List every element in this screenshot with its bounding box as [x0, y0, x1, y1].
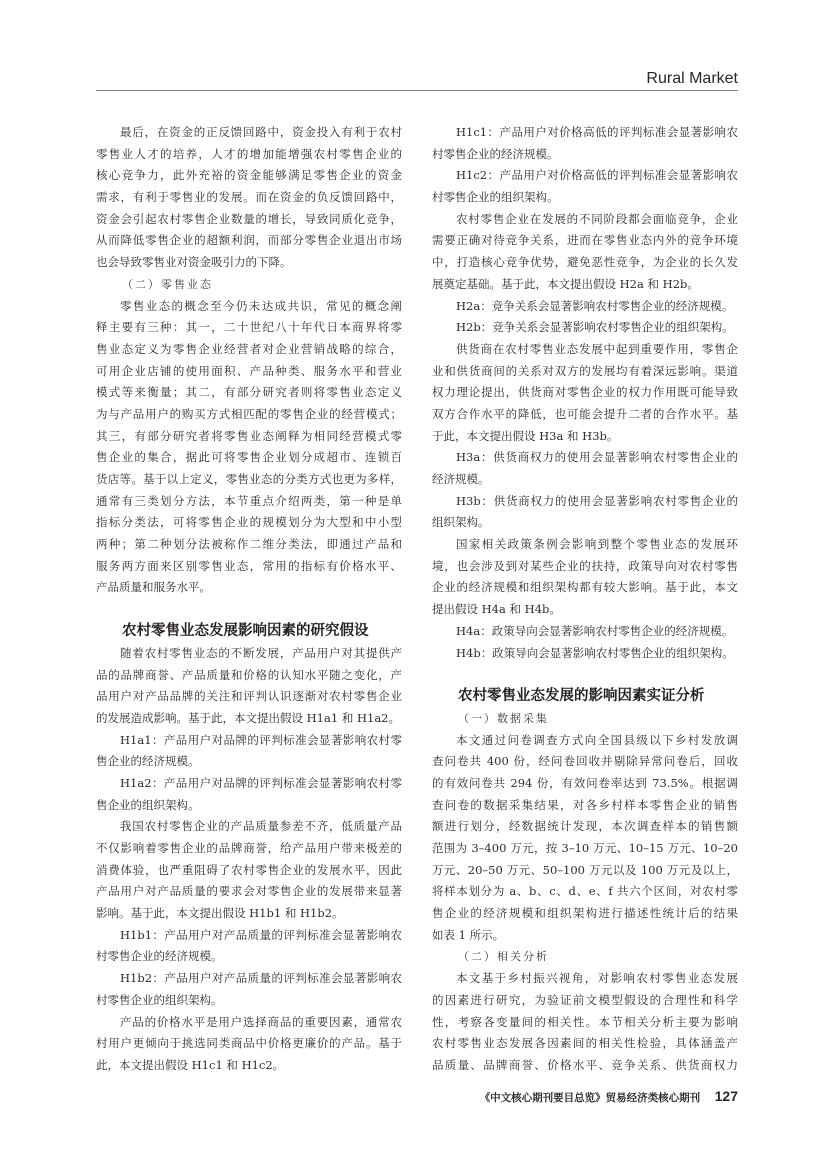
left-column	[96, 122, 402, 1077]
text-line: 零售业人才的培养，人才的增加能增强农村零售企业的	[96, 146, 402, 161]
text-line: 权力理论提出，供货商对零售企业的权力作用既可能导致	[432, 385, 738, 400]
section-heading: 农村零售业态发展影响因素的研究假设	[122, 623, 369, 640]
text-line: 双方合作水平的降低，也可能会提升二者的合作水平。基	[432, 406, 738, 421]
text-line: 此，本文提出假设 H1c1 和 H1c2。	[96, 1057, 285, 1072]
text-line: H1c2：产品用户对价格高低的评判标准会显著影响农	[456, 168, 738, 183]
text-line: 的有效问卷共 294 份，有效问卷率达到 73.5%。根据调	[432, 775, 738, 790]
text-line: 供货商在农村零售业态发展中起到重要作用，零售企	[456, 341, 738, 356]
footer-journal-note: 《中文核心期刊要目总览》贸易经济类核心期刊	[479, 1092, 701, 1104]
text-line: 村零售企业的组织架构。	[96, 992, 223, 1007]
text-line: H4a：政策导向会显著影响农村零售企业的经济规模。	[456, 623, 734, 638]
page-number: 127	[714, 1088, 738, 1104]
text-line: 的发展造成影响。基于此，本文提出假设 H1a1 和 H1a2。	[96, 710, 401, 725]
text-line: 指标分类法，可将零售企业的规模划分为大型和中小型	[96, 515, 402, 530]
text-line: 查问卷共 400 份，经问卷回收并剔除异常问卷后，回收	[432, 754, 738, 769]
text-line: 将样本划分为 a、b、c、d、e、f 共六个区间，对农村零	[432, 884, 738, 899]
text-line: 产品用户对产品质量的要求会对零售企业的发展带来显著	[96, 884, 402, 899]
paragraph	[432, 447, 738, 490]
paragraph	[96, 296, 402, 600]
subsection-heading: （一）数据采集	[458, 711, 549, 725]
text-line: H1b2：产品用户对产品质量的评判标准会显著影响农	[120, 971, 402, 986]
text-line: 额进行划分，经数据统计发现，本次调查样本的销售额	[432, 819, 738, 834]
text-line: 性，考察各变量间的相关性。本节相关分析主要为影响	[432, 1014, 738, 1029]
text-line: 售企业的集合，据此可将零售企业划分成超市、连锁百	[96, 450, 402, 465]
text-line: 品的品牌商誉、产品质量和价格的认知水平随之变化，产	[96, 667, 402, 682]
text-line: 通常有三类划分方法，本节重点介绍两类，第一种是单	[96, 493, 402, 508]
paragraph	[432, 643, 738, 665]
text-line: 企业的经济规模和组织架构都有较大影响。基于此，本文	[432, 580, 738, 595]
right-column	[432, 122, 738, 1077]
text-line: 零售业态的概念至今仍未达成共识，常见的概念阐	[120, 298, 402, 313]
text-line: H3b：供货商权力的使用会显著影响农村零售企业的	[456, 493, 738, 508]
text-line: 可用企业店铺的使用面积、产品种类、服务水平和营业	[96, 363, 402, 378]
text-line: 村零售企业的组织架构。	[432, 190, 559, 205]
paragraph	[432, 491, 738, 534]
text-line: 需要正确对待竞争关系，进而在零售业态内外的竞争环境	[432, 233, 738, 248]
paragraph	[432, 209, 738, 296]
paragraph	[432, 296, 738, 318]
text-line: 农村零售企业在发展的不同阶段都会面临竞争，企业	[456, 211, 738, 226]
text-line: 售企业的经济规模。	[96, 754, 200, 769]
paragraph	[432, 621, 738, 643]
text-line: 两种；第二种划分法被称作二维分类法，即通过产品和	[96, 537, 402, 552]
text-line: H4b：政策导向会显著影响农村零售企业的组织架构。	[456, 645, 734, 660]
text-line: H1b1：产品用户对产品质量的评判标准会显著影响农	[120, 927, 402, 942]
text-line: 随着农村零售业态的不断发展，产品用户对其提供产	[120, 645, 402, 660]
text-line: 从而降低零售企业的超额利润，而部分零售企业退出市场	[96, 233, 402, 248]
text-line: 农村零售业态发展各因素间的相关性检验，具体涵盖产	[432, 1036, 738, 1051]
paragraph	[432, 534, 738, 621]
text-line: 需求，有利于零售业的发展。而在资金的负反馈回路中，	[96, 190, 402, 205]
text-line: H2b：竞争关系会显著影响农村零售企业的组织架构。	[456, 320, 734, 335]
text-line: 释主要有三种：其一，二十世纪八十年代日本商界将零	[96, 320, 402, 335]
paragraph	[432, 317, 738, 339]
text-line: 万元、20–50 万元、50–100 万元以及 100 万元及以上，	[432, 862, 738, 877]
paragraph	[432, 339, 738, 447]
text-line: 最后，在资金的正反馈回路中，资金投入有利于农村	[120, 125, 402, 139]
text-line: 提出假设 H4a 和 H4b。	[432, 602, 561, 617]
text-line: 不仅影响着零售企业的品牌商誉，给产品用户带来极差的	[96, 841, 402, 855]
paragraph	[96, 643, 402, 730]
text-line: 核心竞争力，此外充裕的资金能够满足零售企业的资金	[96, 168, 402, 183]
page-footer	[480, 1088, 738, 1106]
paragraph	[96, 730, 402, 773]
text-line: 业和供货商间的关系对双方的发展均有着深远影响。渠道	[432, 363, 738, 378]
subsection-heading: （二）零售业态	[122, 277, 213, 291]
paragraph	[432, 165, 738, 208]
text-line: 其三，有部分研究者将零售业态阐释为相同经营模式零	[96, 428, 402, 443]
text-line: 售企业的组织架构。	[96, 797, 200, 812]
paragraph	[96, 773, 402, 816]
text-line: 品质量、品牌商誉、价格水平、竞争关系、供货商权力	[432, 1057, 738, 1072]
text-line: 产品的价格水平是用户选择商品的重要因素，通常农	[120, 1014, 402, 1029]
section-heading: 农村零售业态发展的影响因素实证分析	[458, 688, 705, 705]
paragraph	[96, 1012, 402, 1077]
paragraph	[432, 122, 738, 165]
text-line: H1a1：产品用户对品牌的评判标准会显著影响农村零	[120, 732, 402, 747]
text-line: 货店等。基于以上定义，零售业态的分类方式也更为多样，	[96, 472, 402, 486]
text-line: 中，打造核心竞争优势，避免恶性竞争，为企业的长久发	[432, 255, 738, 270]
paragraph	[432, 968, 738, 1076]
paragraph	[432, 730, 738, 947]
text-line: H1a2：产品用户对品牌的评判标准会显著影响农村零	[120, 775, 402, 790]
text-line: 查问卷的数据采集结果，对各乡村样本零售企业的销售	[432, 797, 738, 812]
text-line: H3a：供货商权力的使用会显著影响农村零售企业的	[456, 450, 738, 465]
text-line: 消费体验，也严重阻碍了农村零售企业的发展水平，因此	[96, 862, 402, 877]
text-line: 组织架构。	[432, 515, 490, 530]
text-line: 本文通过问卷调查方式向全国县级以下乡村发放调	[456, 732, 738, 747]
text-line: 也会导致零售业对资金吸引力的下降。	[96, 255, 292, 270]
text-line: 国家相关政策条例会影响到整个零售业态的发展环	[456, 537, 738, 552]
text-line: H1c1：产品用户对价格高低的评判标准会显著影响农	[456, 125, 738, 139]
text-line: 的因素进行研究，为验证前文模型假设的合理性和科学	[432, 992, 738, 1007]
text-line: 本文基于乡村振兴视角，对影响农村零售业态发展	[456, 971, 738, 986]
text-line: 展奠定基础。基于此，本文提出假设 H2a 和 H2b。	[432, 276, 699, 291]
text-line: 产品质量和服务水平。	[96, 580, 211, 595]
text-line: 服务两方面来区别零售业态，常用的指标有价格水平、	[96, 558, 402, 573]
text-line: 村用户更倾向于挑选同类商品中价格更廉价的产品。基于	[96, 1036, 402, 1051]
text-line: 售业态定义为零售企业经营者对企业营销战略的综合，	[96, 341, 402, 356]
paragraph	[96, 816, 402, 924]
text-line: 经济规模。	[432, 472, 490, 486]
paragraph	[96, 968, 402, 1011]
text-line: 村零售企业的经济规模。	[432, 146, 559, 161]
header-rule	[96, 90, 738, 92]
running-header-section: Rural Market	[646, 70, 738, 87]
paragraph	[96, 122, 402, 274]
text-line: 村零售企业的经济规模。	[96, 949, 223, 964]
text-line: 范围为 3–400 万元，按 3–10 万元、10–15 万元、10–20	[432, 841, 738, 855]
text-line: 境，也会涉及到对某些企业的扶持，政策导向对农村零售	[432, 558, 738, 573]
paragraph	[96, 925, 402, 968]
text-line: 模式等来衡量；其二，有部分研究者则将零售业态定义	[96, 385, 402, 400]
text-line: 为与产品用户的购买方式相匹配的零售企业的经营模式；	[96, 406, 402, 421]
text-line: 我国农村零售企业的产品质量参差不齐，低质量产品	[120, 819, 402, 834]
text-line: 售企业的经济规模和组织架构进行描述性统计后的结果	[432, 906, 738, 921]
text-line: 资金会引起农村零售企业数量的增长，导致同质化竞争，	[96, 211, 402, 226]
text-line: 影响。基于此，本文提出假设 H1b1 和 H1b2。	[96, 906, 344, 921]
text-line: 于此，本文提出假设 H3a 和 H3b。	[432, 428, 619, 443]
text-line: H2a：竞争关系会显著影响农村零售企业的经济规模。	[456, 298, 734, 313]
text-line: 品用户对产品品牌的关注和评判认识逐渐对农村零售企业	[96, 689, 402, 704]
subsection-heading: （二）相关分析	[458, 950, 549, 964]
text-line: 如表 1 所示。	[432, 927, 505, 942]
